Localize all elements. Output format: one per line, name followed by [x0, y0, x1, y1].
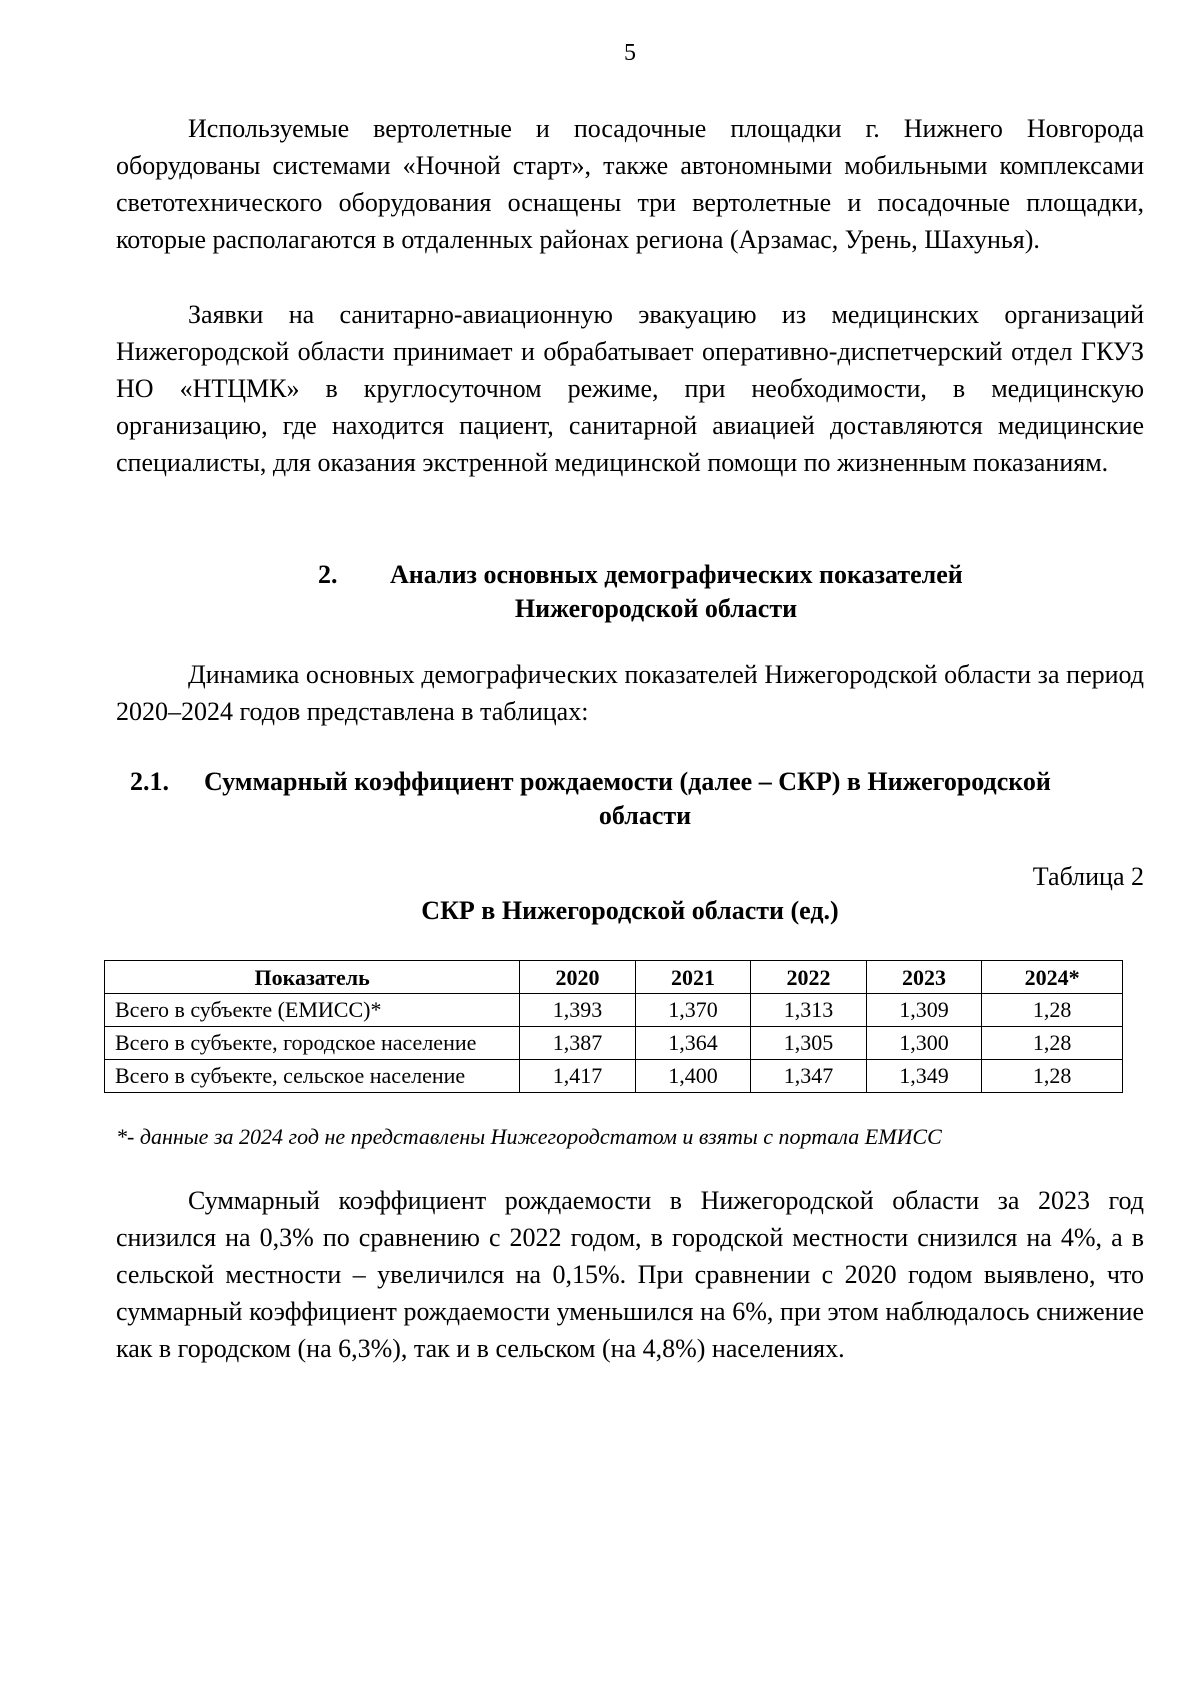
subsection-title-line2: области — [598, 801, 692, 830]
table-header-cell: 2024* — [982, 961, 1123, 994]
table-cell: 1,347 — [751, 1060, 866, 1093]
paragraph-fertility-summary — [116, 1182, 1144, 1367]
paragraph-evacuation-requests — [116, 296, 1144, 481]
subsection-heading — [130, 765, 1144, 833]
table-row-label: Всего в субъекте, сельское население — [105, 1060, 520, 1093]
table-cell: 1,309 — [866, 994, 981, 1027]
table-row-label: Всего в субъекте (ЕМИСС)* — [105, 994, 520, 1027]
table-cell: 1,300 — [866, 1027, 981, 1060]
page-number: 5 — [624, 40, 636, 66]
table-cell: 1,393 — [520, 994, 635, 1027]
table-header-cell: 2022 — [751, 961, 866, 994]
table-header-cell: 2023 — [866, 961, 981, 994]
table-header-row — [105, 961, 1123, 994]
table-cell: 1,387 — [520, 1027, 635, 1060]
paragraph-text: Динамика основных демографических показателей Нижегородской области за период 2020–2024 годов представлена в таблицах: — [116, 660, 1144, 726]
table-cell: 1,305 — [751, 1027, 866, 1060]
section-number: 2. — [318, 560, 338, 589]
paragraph-helipads — [116, 110, 1144, 258]
table-cell: 1,313 — [751, 994, 866, 1027]
fertility-rate-table — [104, 960, 1123, 1093]
section-heading — [116, 558, 1144, 626]
subsection-title-line1: Суммарный коэффициент рождаемости (далее – СКР) в Нижегородской — [204, 767, 1051, 796]
table-footnote: *- данные за 2024 год не представлены Нижегородстатом и взяты с портала ЕМИСС — [116, 1124, 942, 1149]
table-row-label: Всего в субъекте, городское население — [105, 1027, 520, 1060]
table-header-cell: 2020 — [520, 961, 635, 994]
table-row — [105, 994, 1123, 1027]
paragraph-text: Заявки на санитарно-авиационную эвакуацию из медицинских организаций Нижегородской области принимает и обрабатывает оперативно-диспетчерский отдел ГКУЗ НО «НТЦМК» в круглосуточном режиме, при необходимости, в медицинскую организацию, где находится пациент, санитарной авиацией доставляются медицинские специалисты, для оказания экстренной медицинской помощи по жизненным показаниям. — [116, 300, 1144, 477]
section-heading-line1 — [116, 558, 1144, 592]
paragraph-text: Используемые вертолетные и посадочные площадки г. Нижнего Новгорода оборудованы системами «Ночной старт», также автономными мобильными комплексами светотехнического оборудования оснащены три вертолетные и посадочные площадки, которые располагаются в отдаленных районах региона (Арзамас, Урень, Шахунья). — [116, 114, 1144, 254]
table-cell: 1,28 — [982, 1027, 1123, 1060]
table-cell: 1,417 — [520, 1060, 635, 1093]
section-title-line2: Нижегородской области — [514, 594, 798, 623]
paragraph-dynamics-intro — [116, 656, 1144, 730]
table-label: Таблица 2 — [1032, 862, 1144, 891]
table-header-cell: 2021 — [635, 961, 750, 994]
table-title: СКР в Нижегородской области (ед.) — [421, 896, 839, 925]
table-cell: 1,28 — [982, 1060, 1123, 1093]
subsection-heading-line1 — [130, 765, 1144, 799]
table-cell: 1,28 — [982, 994, 1123, 1027]
table-row — [105, 1027, 1123, 1060]
subsection-number: 2.1. — [130, 767, 169, 796]
table-header-cell: Показатель — [105, 961, 520, 994]
section-title-line1: Анализ основных демографических показателей — [390, 560, 963, 589]
table-cell: 1,364 — [635, 1027, 750, 1060]
table-cell: 1,400 — [635, 1060, 750, 1093]
table-row — [105, 1060, 1123, 1093]
table-cell: 1,349 — [866, 1060, 981, 1093]
paragraph-text: Суммарный коэффициент рождаемости в Нижегородской области за 2023 год снизился на 0,3% по сравнению с 2022 годом, в городской местности снизился на 4%, а в сельской местности – увеличился на 0,15%. При сравнении с 2020 годом выявлено, что суммарный коэффициент рождаемости уменьшился на 6%, при этом наблюдалось снижение как в городском (на 6,3%), так и в сельском (на 4,8%) населениях. — [116, 1186, 1144, 1363]
table-cell: 1,370 — [635, 994, 750, 1027]
